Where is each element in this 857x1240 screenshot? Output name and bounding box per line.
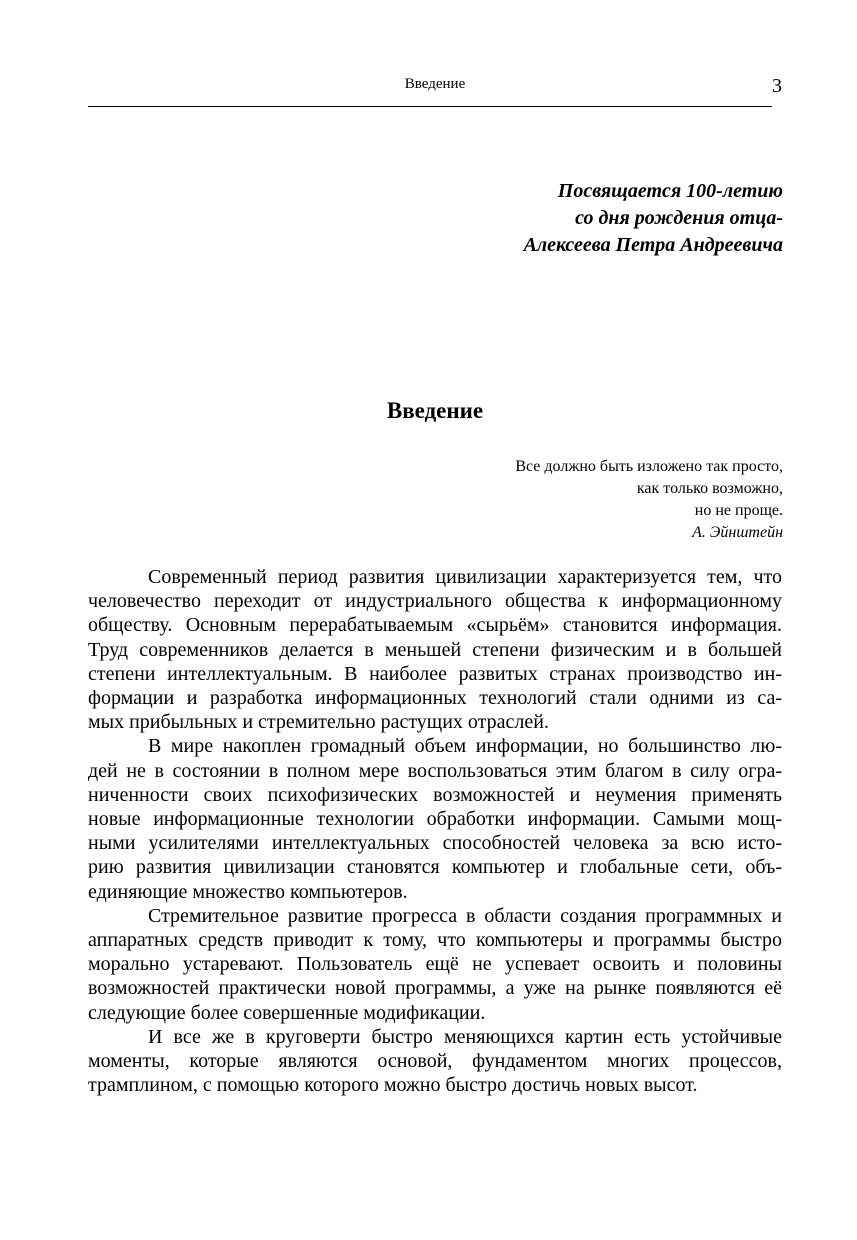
paragraph-line: мых прибыльных и стремительно растущих отраслей. [88, 711, 549, 734]
paragraph-line: степени интеллектуальным. В наиболее развитых странах производство ин- [88, 662, 782, 685]
epigraph-line: как только возможно, [636, 480, 783, 497]
paragraph-line: морально устаревают. Пользователь ещё не успевает освоить и половины [88, 953, 782, 976]
paragraph-line: ниченности своих психофизических возможностей и неумения применять [88, 783, 782, 806]
paragraph-line: рию развития цивилизации становятся компьютер и глобальные сети, объ- [88, 856, 782, 879]
dedication-line: со дня рождения отца- [575, 207, 783, 229]
paragraph-line: ными усилителями интеллектуальных способностей человека за всю исто- [88, 832, 782, 855]
paragraph-line: человечество переходит от индустриального общества к информационному [88, 590, 782, 613]
paragraph-line: следующие более совершенные модификации. [88, 1001, 486, 1024]
body-text [88, 565, 782, 1097]
running-header-title: Введение [404, 76, 466, 92]
section-title: Введение [386, 398, 484, 423]
dedication-line: Алексеева Петра Андреевича [523, 234, 783, 256]
paragraph-line: аппаратных средств приводит к тому, что компьютеры и программы быстро [88, 929, 782, 952]
paragraph-line: И все же в круговерти быстро меняющихся картин есть устойчивые [148, 1025, 782, 1048]
paragraph-line: Стремительное развитие прогресса в области создания программных и [148, 904, 782, 927]
paragraph-line: Труд современников делается в меньшей степени физическим и в большей [88, 638, 782, 661]
paragraph-line: В мире накоплен громадный объем информации, но большинство лю- [148, 735, 782, 758]
epigraph-line: Все должно быть изложено так просто, [515, 458, 783, 475]
dedication [283, 178, 783, 259]
dedication-line: Посвящается 100-летию [557, 180, 783, 202]
page-number: 3 [772, 75, 782, 97]
paragraph-line: возможностей практически новой программы, а уже на рынке появляются её [88, 977, 782, 1000]
epigraph-line: но не проще. [694, 502, 783, 519]
paragraph-line: формации и разработка информационных технологий стали одними из са- [88, 687, 782, 710]
paragraph-line: трамплином, с помощью которого можно быстро достичь новых высот. [88, 1074, 698, 1097]
header-rule [88, 106, 772, 107]
paragraph-line: обществу. Основным перерабатываемым «сырьём» становится информация. [88, 614, 782, 637]
paragraph-line: новые информационные технологии обработки информации. Самыми мощ- [88, 808, 782, 831]
epigraph-author: А. Эйнштейн [692, 524, 783, 541]
paragraph-line: Современный период развития цивилизации характеризуется тем, что [148, 566, 782, 588]
paragraph-line: единяющие множество компьютеров. [88, 880, 408, 903]
paragraph-line: моменты, которые являются основой, фундаментом многих процессов, [88, 1050, 782, 1073]
epigraph [283, 456, 783, 544]
paragraph-line: дей не в состоянии в полном мере воспользоваться этим благом в силу огра- [88, 759, 782, 782]
